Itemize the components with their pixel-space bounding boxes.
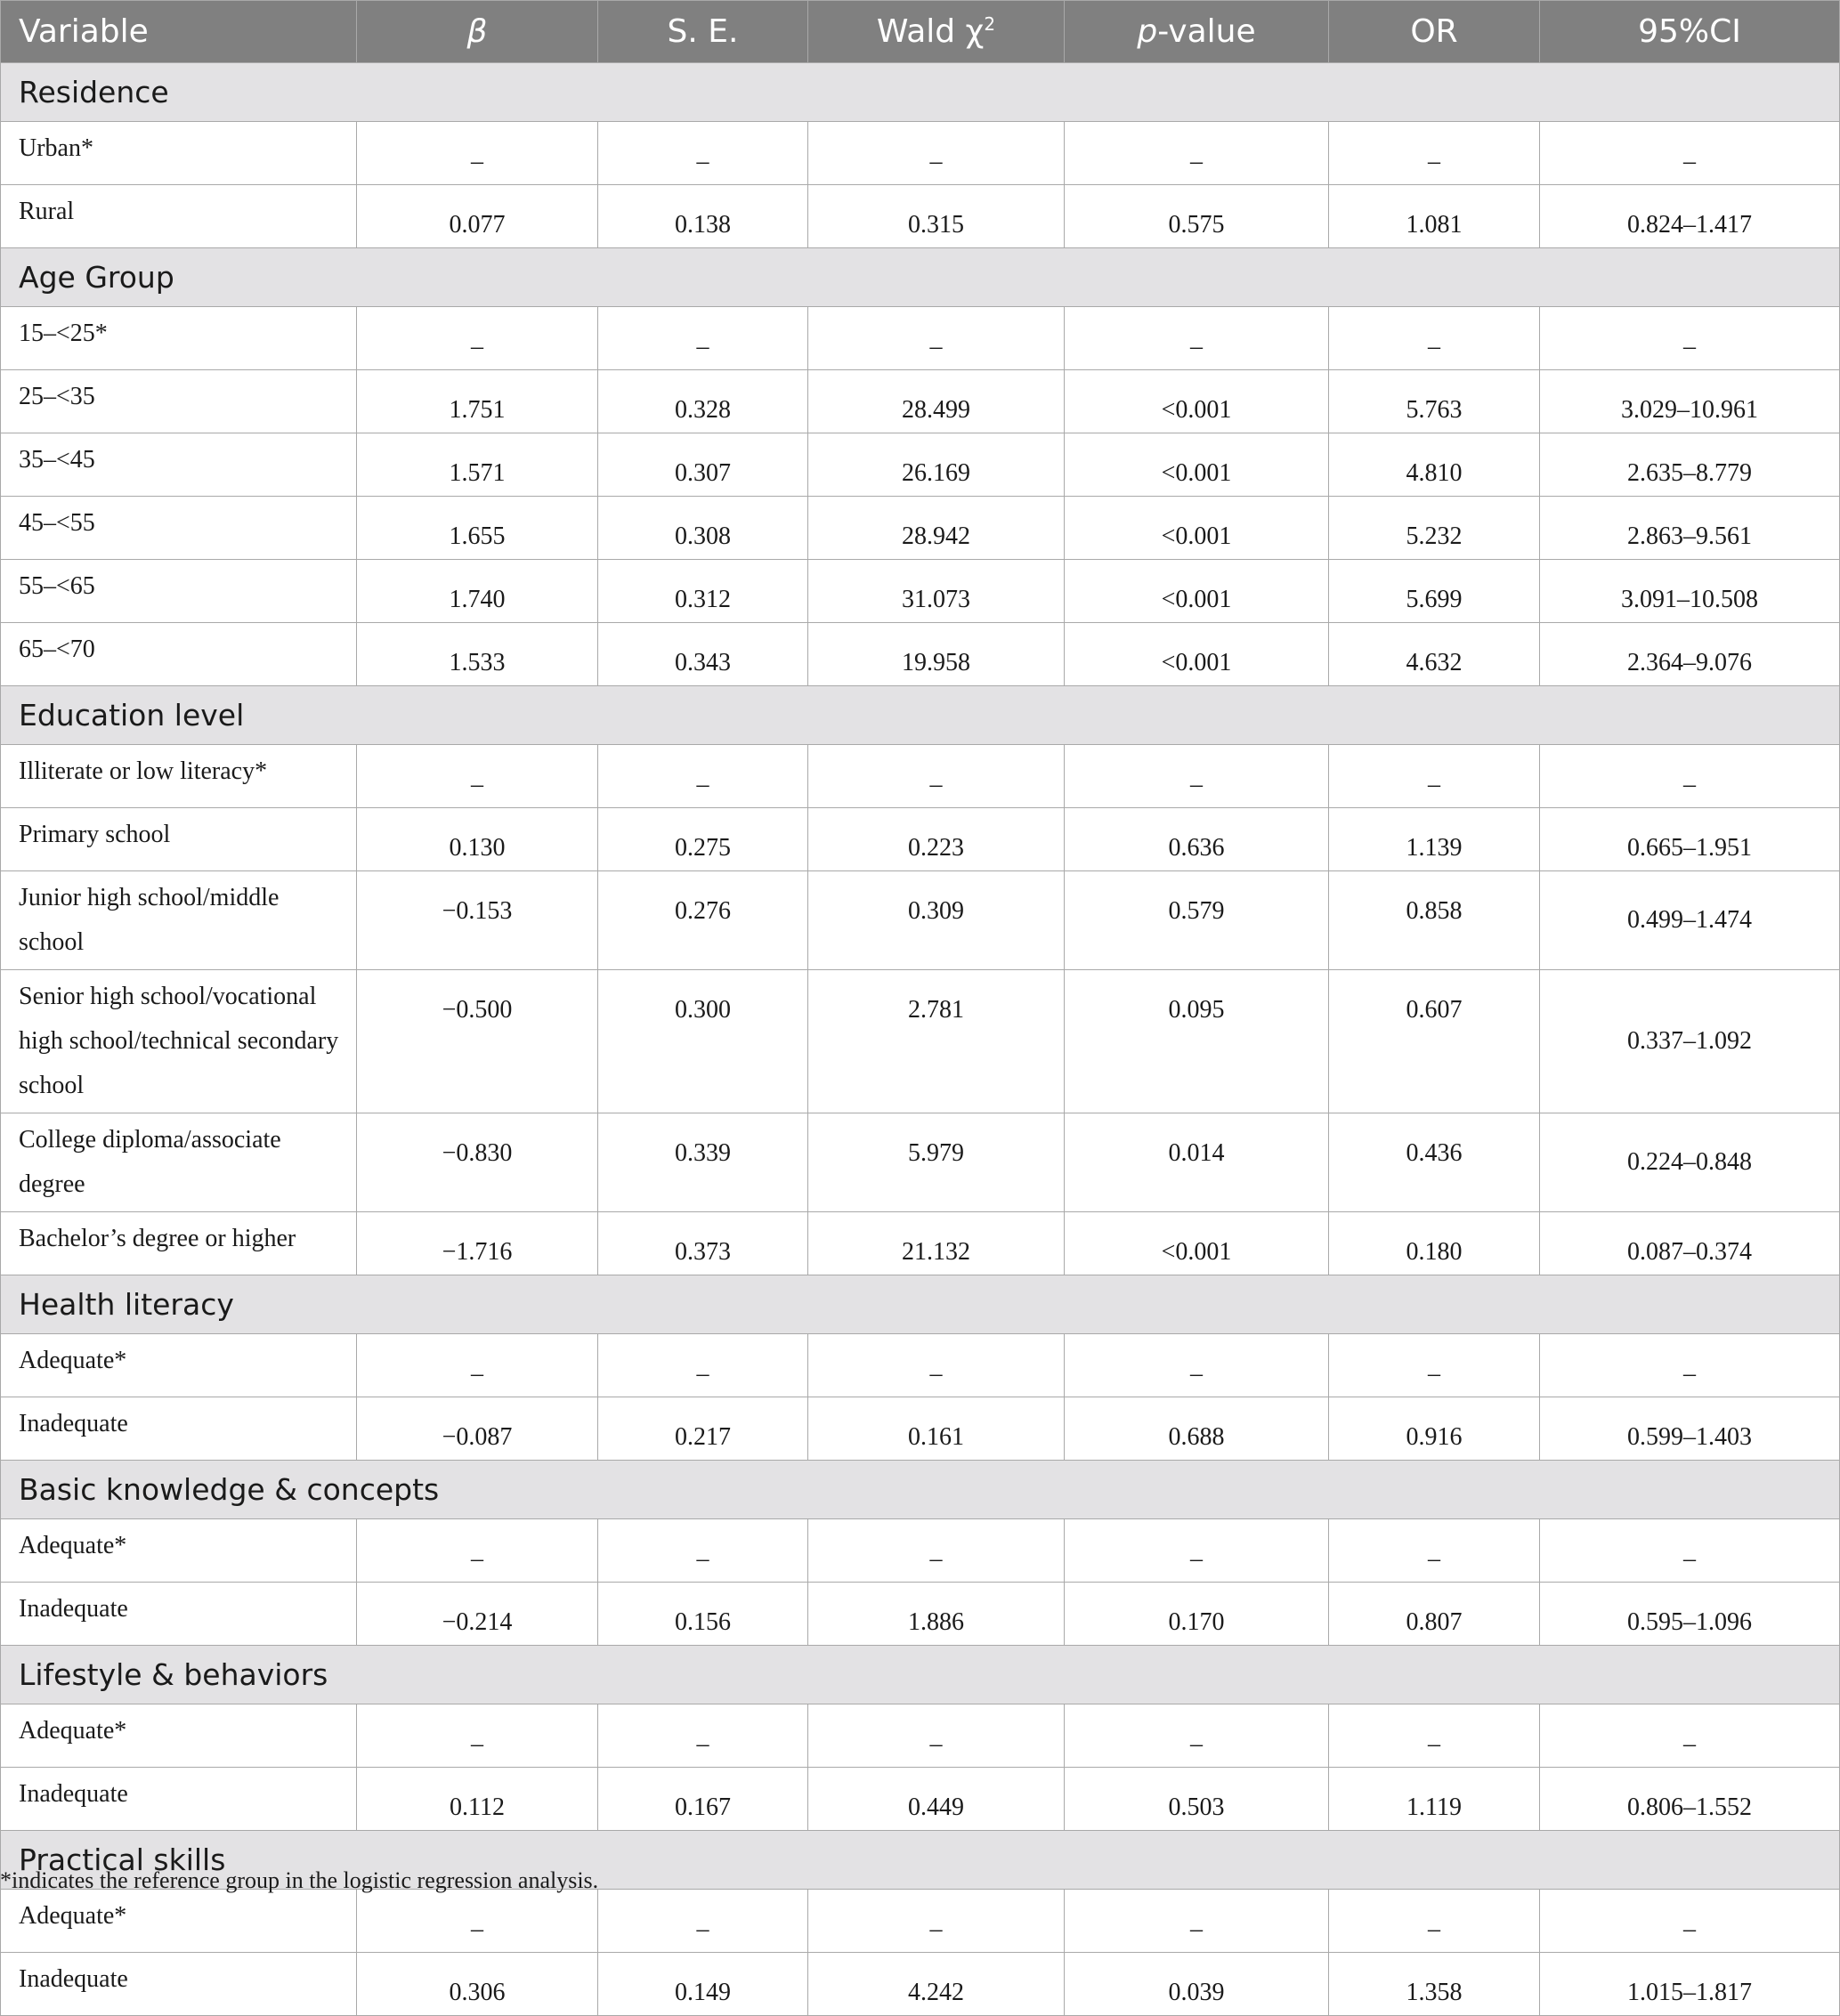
- section-title: Residence: [1, 63, 1840, 122]
- se-cell: 0.167: [598, 1768, 808, 1831]
- or-cell: 0.180: [1329, 1212, 1540, 1275]
- or-cell: –: [1329, 122, 1540, 185]
- ci-cell: 0.087–0.374: [1540, 1212, 1840, 1275]
- se-cell: 0.308: [598, 497, 808, 560]
- header-ci: 95%CI: [1540, 1, 1840, 63]
- beta-cell: –: [357, 1890, 598, 1953]
- or-cell: 5.699: [1329, 560, 1540, 623]
- beta-cell: 1.533: [357, 623, 598, 686]
- section-header-row: [1, 1275, 1840, 1334]
- wald-cell: 2.781: [808, 970, 1065, 1113]
- ci-cell: 1.015–1.817: [1540, 1953, 1840, 2016]
- p-value-cell: 0.688: [1065, 1397, 1329, 1461]
- p-value-cell: 0.014: [1065, 1113, 1329, 1212]
- variable-cell: Senior high school/vocational high school/technical secondary school: [1, 970, 357, 1113]
- p-value-cell: <0.001: [1065, 433, 1329, 497]
- variable-cell: Rural: [1, 185, 357, 248]
- ci-cell: 0.224–0.848: [1540, 1113, 1840, 1212]
- table-row: [1, 1704, 1840, 1768]
- or-cell: –: [1329, 307, 1540, 370]
- se-cell: –: [598, 1890, 808, 1953]
- se-cell: –: [598, 1519, 808, 1583]
- beta-cell: −0.214: [357, 1583, 598, 1646]
- wald-cell: –: [808, 1890, 1065, 1953]
- variable-cell: Adequate*: [1, 1704, 357, 1768]
- ci-cell: 0.665–1.951: [1540, 808, 1840, 871]
- wald-cell: 1.886: [808, 1583, 1065, 1646]
- se-cell: –: [598, 1704, 808, 1768]
- se-cell: 0.343: [598, 623, 808, 686]
- table-row: [1, 808, 1840, 871]
- se-cell: 0.149: [598, 1953, 808, 2016]
- section-header-row: [1, 63, 1840, 122]
- se-cell: 0.339: [598, 1113, 808, 1212]
- or-cell: –: [1329, 745, 1540, 808]
- or-cell: –: [1329, 1890, 1540, 1953]
- table-row: [1, 745, 1840, 808]
- p-value-cell: 0.095: [1065, 970, 1329, 1113]
- or-cell: 1.358: [1329, 1953, 1540, 2016]
- table-row: [1, 370, 1840, 433]
- beta-cell: 1.740: [357, 560, 598, 623]
- se-cell: 0.138: [598, 185, 808, 248]
- variable-cell: Adequate*: [1, 1519, 357, 1583]
- ci-cell: 3.091–10.508: [1540, 560, 1840, 623]
- wald-cell: –: [808, 1704, 1065, 1768]
- se-cell: 0.156: [598, 1583, 808, 1646]
- wald-cell: 31.073: [808, 560, 1065, 623]
- header-wald-label: Wald χ: [876, 13, 985, 50]
- header-p-letter: p: [1137, 13, 1158, 50]
- wald-cell: 28.499: [808, 370, 1065, 433]
- ci-cell: 0.499–1.474: [1540, 871, 1840, 970]
- se-cell: 0.276: [598, 871, 808, 970]
- table-row: [1, 1583, 1840, 1646]
- table-row: [1, 497, 1840, 560]
- wald-cell: 4.242: [808, 1953, 1065, 2016]
- beta-cell: −1.716: [357, 1212, 598, 1275]
- wald-cell: 0.223: [808, 808, 1065, 871]
- ci-cell: 0.824–1.417: [1540, 185, 1840, 248]
- se-cell: –: [598, 307, 808, 370]
- or-cell: 1.139: [1329, 808, 1540, 871]
- beta-cell: −0.153: [357, 871, 598, 970]
- table-row: [1, 871, 1840, 970]
- section-header-row: [1, 1646, 1840, 1704]
- wald-cell: –: [808, 307, 1065, 370]
- ci-cell: –: [1540, 307, 1840, 370]
- p-value-cell: –: [1065, 307, 1329, 370]
- p-value-cell: <0.001: [1065, 560, 1329, 623]
- table-footnote: *indicates the reference group in the logistic regression analysis.: [0, 1867, 599, 1893]
- variable-cell: Urban*: [1, 122, 357, 185]
- ci-cell: 2.863–9.561: [1540, 497, 1840, 560]
- section-title: Health literacy: [1, 1275, 1840, 1334]
- wald-cell: –: [808, 122, 1065, 185]
- beta-cell: −0.830: [357, 1113, 598, 1212]
- ci-cell: 0.337–1.092: [1540, 970, 1840, 1113]
- section-title: Basic knowledge & concepts: [1, 1461, 1840, 1519]
- beta-cell: −0.087: [357, 1397, 598, 1461]
- beta-cell: −0.500: [357, 970, 598, 1113]
- ci-cell: 0.806–1.552: [1540, 1768, 1840, 1831]
- variable-cell: Inadequate: [1, 1768, 357, 1831]
- se-cell: 0.275: [598, 808, 808, 871]
- se-cell: –: [598, 745, 808, 808]
- section-title: Education level: [1, 686, 1840, 745]
- or-cell: 0.916: [1329, 1397, 1540, 1461]
- wald-cell: 0.161: [808, 1397, 1065, 1461]
- or-cell: –: [1329, 1334, 1540, 1397]
- wald-cell: 21.132: [808, 1212, 1065, 1275]
- or-cell: –: [1329, 1704, 1540, 1768]
- beta-cell: 1.751: [357, 370, 598, 433]
- ci-cell: –: [1540, 1704, 1840, 1768]
- p-value-cell: 0.503: [1065, 1768, 1329, 1831]
- beta-cell: 0.306: [357, 1953, 598, 2016]
- table-row: [1, 122, 1840, 185]
- header-or: OR: [1329, 1, 1540, 63]
- ci-cell: –: [1540, 122, 1840, 185]
- header-p-suffix: -value: [1157, 13, 1256, 50]
- or-cell: 0.436: [1329, 1113, 1540, 1212]
- table-row: [1, 1212, 1840, 1275]
- beta-cell: 0.112: [357, 1768, 598, 1831]
- wald-cell: –: [808, 745, 1065, 808]
- table-row: [1, 1768, 1840, 1831]
- ci-cell: 0.595–1.096: [1540, 1583, 1840, 1646]
- wald-cell: 0.449: [808, 1768, 1065, 1831]
- table-row: [1, 307, 1840, 370]
- p-value-cell: –: [1065, 1334, 1329, 1397]
- p-value-cell: –: [1065, 745, 1329, 808]
- variable-cell: 15–<25*: [1, 307, 357, 370]
- se-cell: 0.217: [598, 1397, 808, 1461]
- section-title: Age Group: [1, 248, 1840, 307]
- header-p-value: [1065, 1, 1329, 63]
- variable-cell: Inadequate: [1, 1953, 357, 2016]
- p-value-cell: 0.579: [1065, 871, 1329, 970]
- variable-cell: Illiterate or low literacy*: [1, 745, 357, 808]
- ci-cell: –: [1540, 1890, 1840, 1953]
- or-cell: 5.232: [1329, 497, 1540, 560]
- section-header-row: [1, 1461, 1840, 1519]
- p-value-cell: –: [1065, 1704, 1329, 1768]
- beta-cell: –: [357, 122, 598, 185]
- or-cell: 0.607: [1329, 970, 1540, 1113]
- se-cell: 0.307: [598, 433, 808, 497]
- beta-cell: 1.571: [357, 433, 598, 497]
- or-cell: 0.858: [1329, 871, 1540, 970]
- table-row: [1, 1113, 1840, 1212]
- wald-cell: –: [808, 1519, 1065, 1583]
- or-cell: –: [1329, 1519, 1540, 1583]
- se-cell: 0.312: [598, 560, 808, 623]
- table-body: [1, 63, 1840, 2016]
- p-value-cell: 0.636: [1065, 808, 1329, 871]
- header-wald-sup: 2: [984, 13, 996, 35]
- table-row: [1, 560, 1840, 623]
- or-cell: 0.807: [1329, 1583, 1540, 1646]
- or-cell: 4.632: [1329, 623, 1540, 686]
- table-row: [1, 185, 1840, 248]
- se-cell: 0.328: [598, 370, 808, 433]
- table-row: [1, 970, 1840, 1113]
- se-cell: 0.300: [598, 970, 808, 1113]
- wald-cell: 26.169: [808, 433, 1065, 497]
- table-row: [1, 1334, 1840, 1397]
- ci-cell: –: [1540, 1334, 1840, 1397]
- table-row: [1, 433, 1840, 497]
- section-header-row: [1, 686, 1840, 745]
- ci-cell: 2.635–8.779: [1540, 433, 1840, 497]
- ci-cell: 3.029–10.961: [1540, 370, 1840, 433]
- variable-cell: 65–<70: [1, 623, 357, 686]
- table-row: [1, 1953, 1840, 2016]
- p-value-cell: <0.001: [1065, 370, 1329, 433]
- wald-cell: 0.315: [808, 185, 1065, 248]
- p-value-cell: –: [1065, 1890, 1329, 1953]
- p-value-cell: –: [1065, 122, 1329, 185]
- wald-cell: 5.979: [808, 1113, 1065, 1212]
- wald-cell: 28.942: [808, 497, 1065, 560]
- table-row: [1, 1397, 1840, 1461]
- table-header: [1, 1, 1840, 63]
- p-value-cell: <0.001: [1065, 1212, 1329, 1275]
- variable-cell: 55–<65: [1, 560, 357, 623]
- variable-cell: Inadequate: [1, 1397, 357, 1461]
- wald-cell: –: [808, 1334, 1065, 1397]
- table-row: [1, 1519, 1840, 1583]
- header-se: S. E.: [598, 1, 808, 63]
- beta-cell: –: [357, 745, 598, 808]
- variable-cell: 35–<45: [1, 433, 357, 497]
- section-header-row: [1, 248, 1840, 307]
- se-cell: –: [598, 122, 808, 185]
- variable-cell: Adequate*: [1, 1334, 357, 1397]
- p-value-cell: <0.001: [1065, 623, 1329, 686]
- ci-cell: 2.364–9.076: [1540, 623, 1840, 686]
- section-title: Practical skills: [1, 1831, 1840, 1890]
- wald-cell: 19.958: [808, 623, 1065, 686]
- se-cell: –: [598, 1334, 808, 1397]
- variable-cell: Primary school: [1, 808, 357, 871]
- table-row: [1, 623, 1840, 686]
- beta-cell: –: [357, 1704, 598, 1768]
- variable-cell: 25–<35: [1, 370, 357, 433]
- p-value-cell: 0.170: [1065, 1583, 1329, 1646]
- or-cell: 1.119: [1329, 1768, 1540, 1831]
- beta-cell: –: [357, 1519, 598, 1583]
- variable-cell: College diploma/associate degree: [1, 1113, 357, 1212]
- beta-cell: 0.130: [357, 808, 598, 871]
- ci-cell: –: [1540, 1519, 1840, 1583]
- variable-cell: Junior high school/middle school: [1, 871, 357, 970]
- variable-cell: 45–<55: [1, 497, 357, 560]
- beta-cell: –: [357, 1334, 598, 1397]
- ci-cell: –: [1540, 745, 1840, 808]
- or-cell: 4.810: [1329, 433, 1540, 497]
- variable-cell: Bachelor’s degree or higher: [1, 1212, 357, 1275]
- beta-cell: –: [357, 307, 598, 370]
- header-variable: Variable: [1, 1, 357, 63]
- or-cell: 5.763: [1329, 370, 1540, 433]
- ci-cell: 0.599–1.403: [1540, 1397, 1840, 1461]
- variable-cell: Inadequate: [1, 1583, 357, 1646]
- p-value-cell: <0.001: [1065, 497, 1329, 560]
- p-value-cell: 0.039: [1065, 1953, 1329, 2016]
- beta-cell: 0.077: [357, 185, 598, 248]
- wald-cell: 0.309: [808, 871, 1065, 970]
- header-wald: [808, 1, 1065, 63]
- section-title: Lifestyle & behaviors: [1, 1646, 1840, 1704]
- p-value-cell: –: [1065, 1519, 1329, 1583]
- or-cell: 1.081: [1329, 185, 1540, 248]
- variable-cell: Adequate*: [1, 1890, 357, 1953]
- p-value-cell: 0.575: [1065, 185, 1329, 248]
- header-beta: β: [357, 1, 598, 63]
- table-row: [1, 1890, 1840, 1953]
- se-cell: 0.373: [598, 1212, 808, 1275]
- beta-cell: 1.655: [357, 497, 598, 560]
